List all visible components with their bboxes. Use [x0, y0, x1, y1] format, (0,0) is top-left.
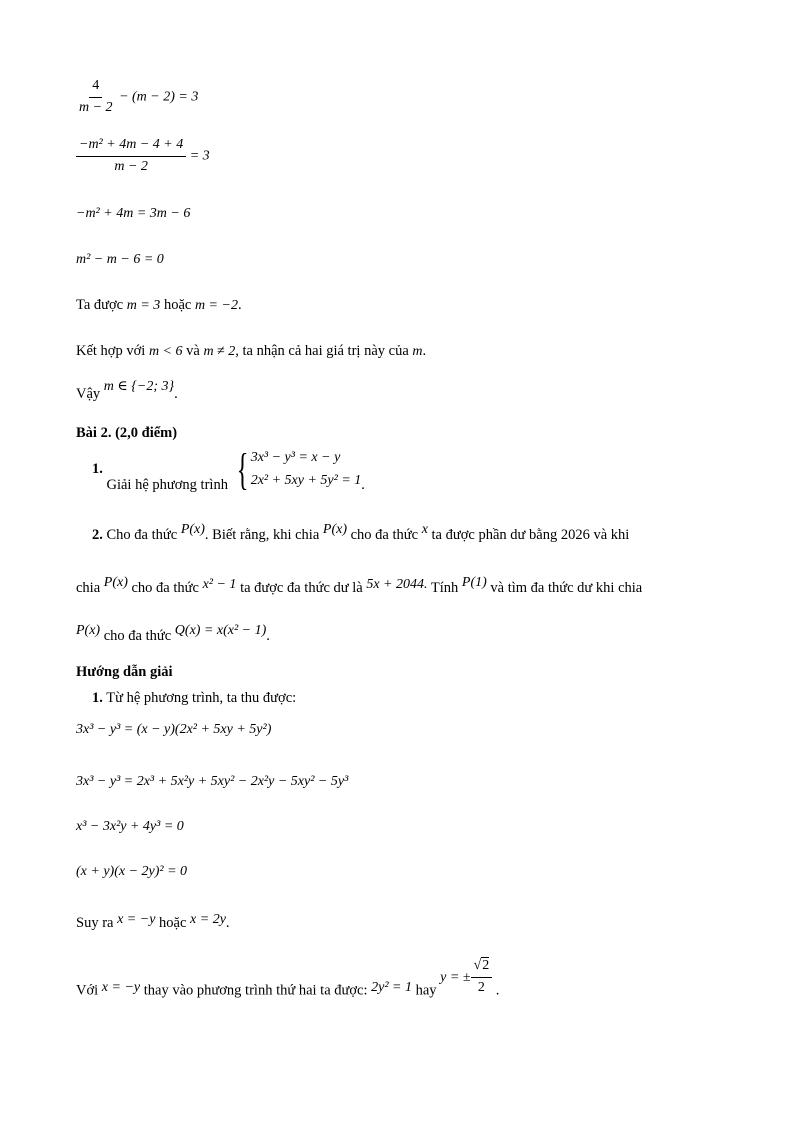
fraction: $\frac{\text{−m² + 4m − 4 + 4}}{m - 2}$ — [76, 137, 186, 176]
solution-step-3: x³ − 3x²y + 4y³ = 0 — [76, 819, 184, 834]
equation-system: { 3x³ − y³ = x − y 2x² + 5xy + 5y² = 1 — [236, 445, 362, 495]
fraction: $\frac{√2}{2}$ — [471, 958, 493, 997]
equation-3: −m² + 4m = 3m − 6 — [76, 206, 191, 221]
solution-step-2: 3x³ − y³ = 2x³ + 5x²y + 5xy² − 2x²y − 5xy² − 5y³ — [76, 774, 349, 789]
question-1: 1. Giải hệ phương trình { 3x³ − y³ = x − y 2x² + 5xy + 5y² = 1 . — [92, 445, 365, 495]
question-2-line-3: P(x) cho đa thức Q(x) = x(x² − 1). — [76, 623, 270, 644]
fraction: $\frac{4}{m - 2}$ — [79, 78, 113, 115]
solution-intro: 1. Từ hệ phương trình, ta thu được: — [92, 690, 297, 706]
question-2-line-1: 2. Cho đa thức P(x). Biết rằng, khi chia P(x) cho đa thức x ta được phần dư bằng 2026 và khi — [92, 522, 630, 543]
solution-step-4: (x + y)(x − 2y)² = 0 — [76, 864, 188, 879]
result-line: Ta được m = 3 hoặc m = −2. — [76, 297, 242, 313]
cases-line: Suy ra x = −y hoặc x = 2y. — [76, 912, 230, 931]
substitution-line: Với x = −y thay vào phương trình thứ hai ta được: 2y² = 1 hay y = ± $\frac{√2}{2}$ . — [76, 958, 500, 999]
guide-heading: Hướng dẫn giải — [76, 664, 173, 680]
sqrt-icon: √ — [473, 958, 482, 973]
equation-1: $\frac{4}{m - 2}$ − (m − 2) = 3 — [76, 78, 198, 117]
condition-line: Kết hợp với m < 6 và m ≠ 2, ta nhận cả hai giá trị này của m. — [76, 343, 427, 359]
y-value: y = ± $\frac{√2}{2}$ — [440, 970, 496, 985]
left-brace-icon: { — [236, 445, 248, 495]
problem-2-heading: Bài 2. (2,0 điểm) — [76, 425, 178, 441]
solution-step-1: 3x³ − y³ = (x − y)(2x² + 5xy + 5y²) — [76, 722, 272, 737]
equation-4: m² − m − 6 = 0 — [76, 252, 164, 267]
equation-2: $\frac{\text{−m² + 4m − 4 + 4}}{m - 2}$ = 3 — [76, 137, 210, 176]
question-2-line-2: chia P(x) cho đa thức x² − 1 ta được đa thức dư là 5x + 2044. Tính P(1) và tìm đa thức dư khi chia — [76, 575, 643, 596]
conclusion-line: Vậy m ∈ {−2; 3}. — [76, 379, 178, 402]
